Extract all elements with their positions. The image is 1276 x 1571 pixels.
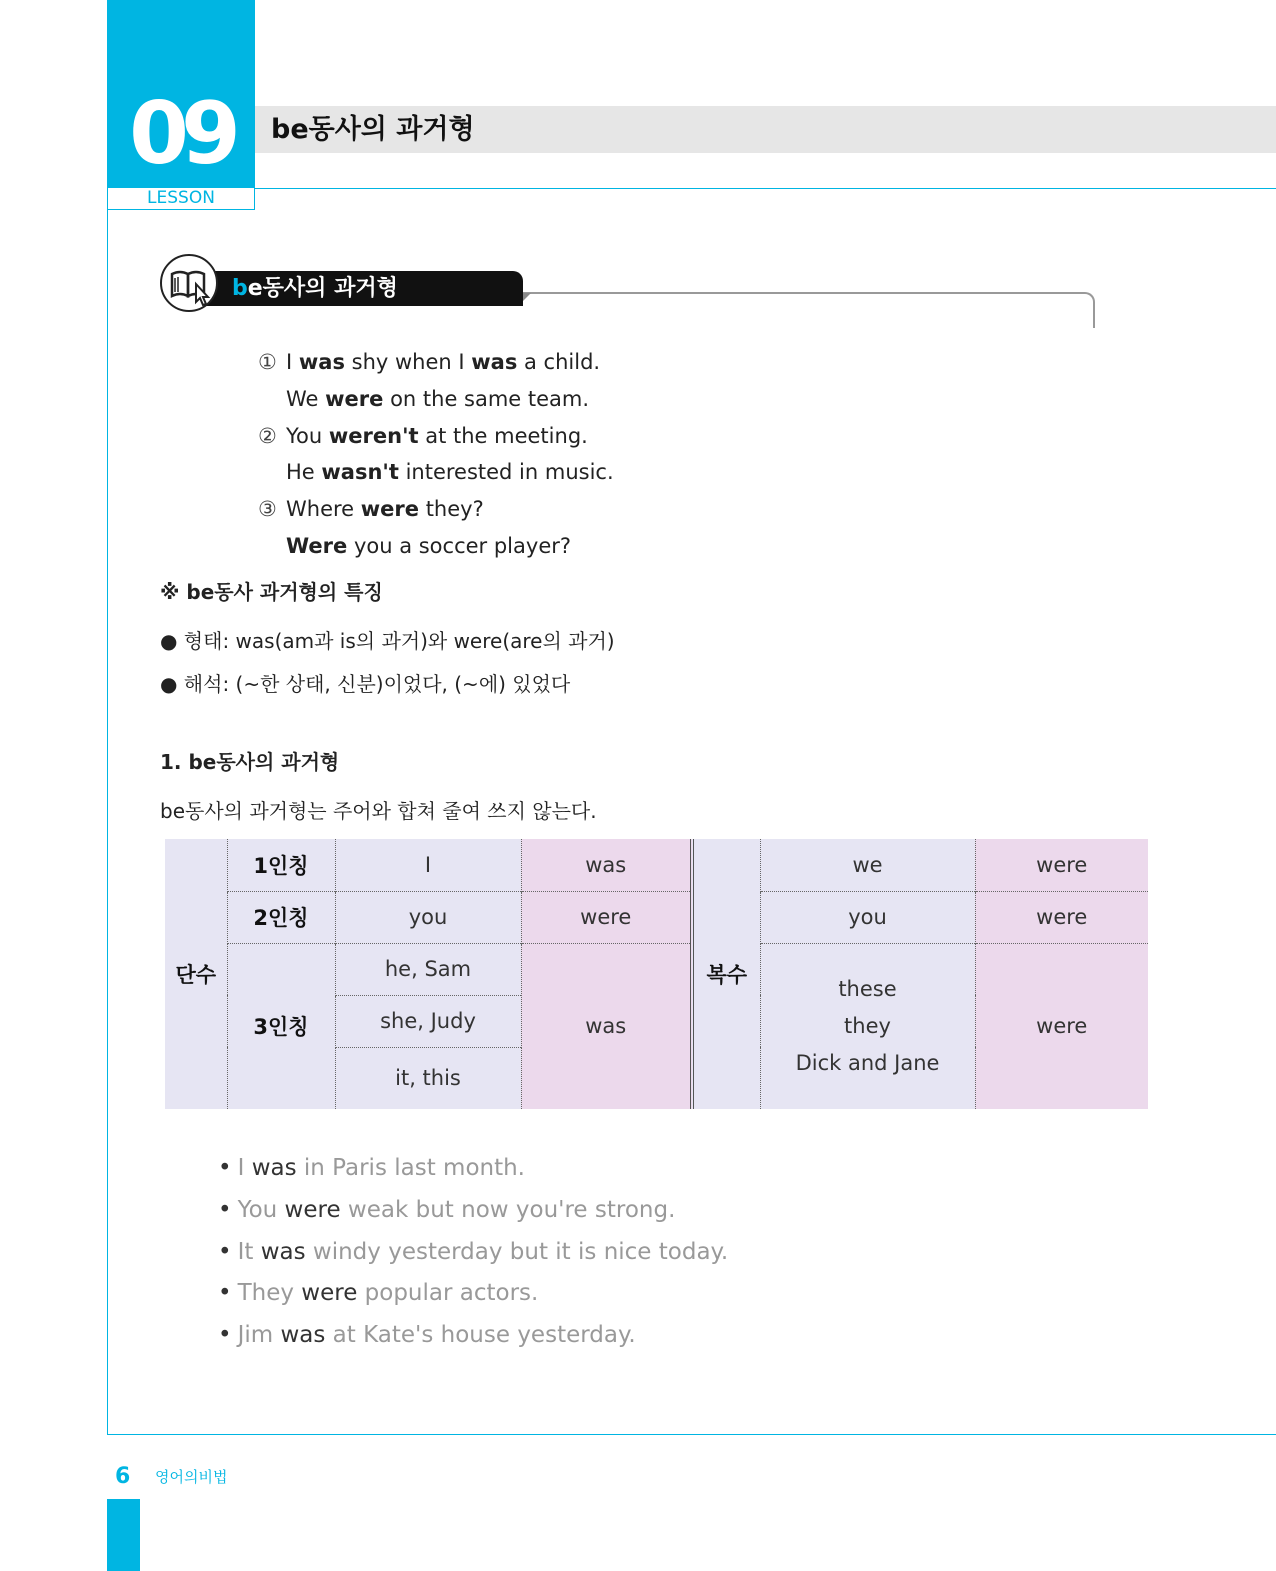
bottom-divider xyxy=(107,1434,1276,1435)
example-line: He wasn't interested in music. xyxy=(286,460,614,484)
person-label: 1인칭 xyxy=(227,839,335,891)
example-line: ③ Where were they? xyxy=(258,497,484,521)
left-margin-line xyxy=(107,209,108,1435)
example-sentence: • I was in Paris last month. xyxy=(218,1155,525,1181)
verb-cell: were xyxy=(975,839,1148,891)
note-heading: ※ be동사 과거형의 특징 xyxy=(160,580,383,604)
footer-tab xyxy=(107,1499,140,1571)
subject-cell: you xyxy=(335,891,521,943)
subject-cell: she, Judy xyxy=(335,995,521,1047)
verb-cell: was xyxy=(521,839,692,891)
book-title: 영어의비법 xyxy=(155,1468,228,1486)
example-line: We were on the same team. xyxy=(286,387,590,411)
example-sentence: • It was windy yesterday but it is nice today. xyxy=(218,1239,729,1265)
person-label: 3인칭 xyxy=(227,943,335,1109)
example-sentence: • Jim was at Kate's house yesterday. xyxy=(218,1322,636,1348)
be-verb-past-table xyxy=(165,839,1148,1109)
example-sentence: • They were popular actors. xyxy=(218,1280,539,1306)
subject-cell xyxy=(760,943,975,1109)
book-cursor-icon xyxy=(160,254,218,312)
lesson-label: LESSON xyxy=(107,188,255,210)
verb-cell: were xyxy=(521,891,692,943)
note-bullet: ● 해석: (~한 상태, 신분)이었다, (~에) 있었다 xyxy=(160,672,571,696)
verb-cell: were xyxy=(975,891,1148,943)
section-heading-line xyxy=(523,292,1095,328)
header-divider xyxy=(255,188,1276,189)
example-line: ① I was shy when I was a child. xyxy=(258,350,601,374)
person-label: 2인칭 xyxy=(227,891,335,943)
example-line: Were you a soccer player? xyxy=(286,534,572,558)
subsection-description: be동사의 과거형는 주어와 합쳐 줄여 쓰지 않는다. xyxy=(160,799,597,823)
page-number: 6 xyxy=(115,1464,131,1489)
subject-cell: you xyxy=(760,891,975,943)
subject-cell: we xyxy=(760,839,975,891)
note-bullet: ● 형태: was(am과 is의 과거)와 were(are의 과거) xyxy=(160,629,615,653)
subject-item: they xyxy=(844,1013,891,1038)
verb-cell: was xyxy=(521,943,692,1109)
subject-cell: he, Sam xyxy=(335,943,521,995)
subject-item: these xyxy=(838,976,897,1001)
section-title: be동사의 과거형 xyxy=(232,276,398,301)
page-title: be동사의 과거형 xyxy=(271,114,475,145)
singular-label: 단수 xyxy=(165,839,227,1109)
verb-cell: were xyxy=(975,943,1148,1109)
example-sentence: • You were weak but now you're strong. xyxy=(218,1197,676,1223)
plural-label: 복수 xyxy=(692,839,760,1109)
subject-item: Dick and Jane xyxy=(795,1050,940,1075)
example-line: ② You weren't at the meeting. xyxy=(258,424,588,448)
lesson-number: 09 xyxy=(129,84,233,184)
subject-cell: it, this xyxy=(335,1047,521,1109)
subject-cell: I xyxy=(335,839,521,891)
subsection-heading: 1. be동사의 과거형 xyxy=(160,750,340,774)
